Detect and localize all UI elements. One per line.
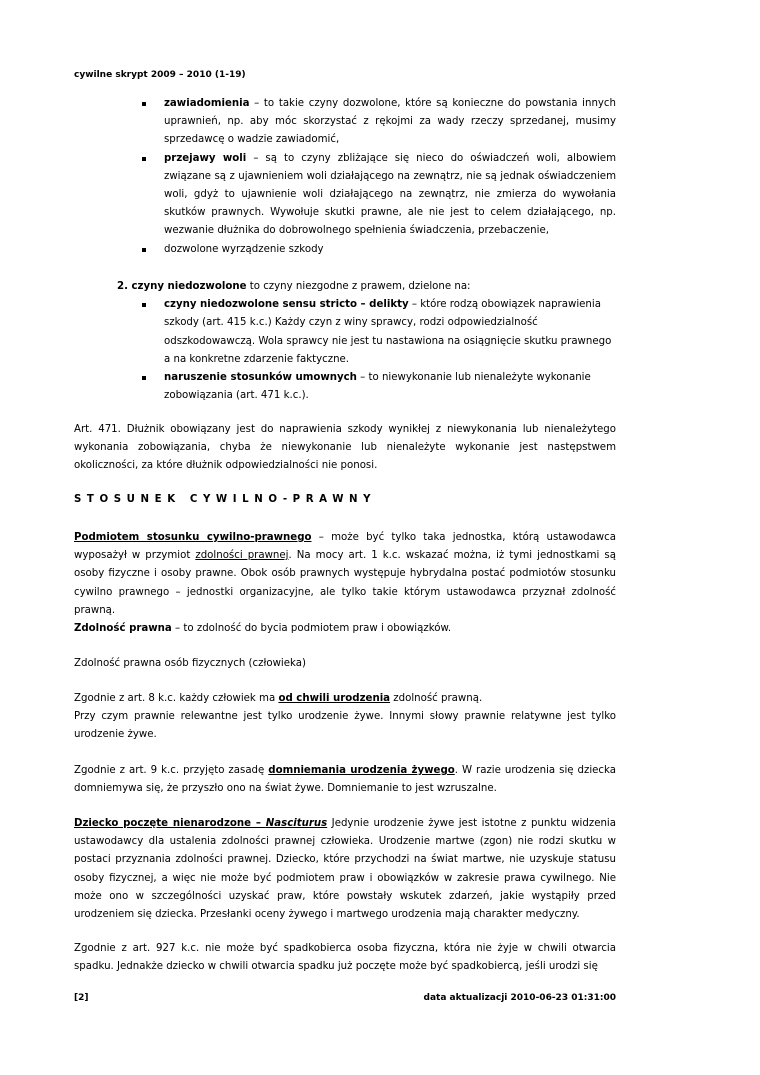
podmiot-text: – może być tylko taka jednostka, którą ustawodawca wyposażył w przymiot: [74, 532, 616, 562]
art-8-text: Zgodnie z art. 8 k.c. każdy człowiek ma: [74, 693, 279, 704]
list-item: [164, 296, 616, 369]
numbered-term: 2. czyny niedozwolone: [117, 281, 247, 292]
art-471-paragraph: Art. 471. Dłużnik obowiązany jest do naprawienia szkody wynikłej z niewykonania lub nienależytego wykonania zobowiązania, chyba że niewykonanie lub nienależyte wykonanie jest następstwem okoliczności, za które dłużnik odpowiedzialności nie ponosi.: [74, 424, 616, 472]
page-number: [2]: [74, 993, 89, 1003]
art-9-term: domniemania urodzenia żywego: [268, 765, 455, 776]
list-item-term: czyny niedozwolone sensu stricto – delikty: [164, 299, 409, 311]
list-item: [164, 241, 616, 259]
zdolnosc-text: – to zdolność do bycia podmiotem praw i obowiązków.: [171, 623, 452, 634]
list-item-text: – są to czyny zbliżające się nieco do oświadczeń woli, albowiem związane są z ujawnieniem woli działającego na zewnątrz, nie są jednak oświadczeniem woli, gdyż to ujawnienie woli działającego na zewnątrz, nie zmierza do wywołania skutków prawnych. Wywołuje skutki prawne, ale nie jest to celem działającego, np. wezwanie dłużnika do dobrowolnego spełnienia świadczenia, przebaczenie,: [164, 152, 616, 237]
list-item: [164, 95, 616, 150]
nasciturus-term: Dziecko poczęte nienarodzone –: [74, 818, 266, 829]
list-item: [164, 369, 616, 405]
list-1: [74, 95, 616, 259]
list-item-text: – które rodzą obowiązek naprawienia szkody (art. 415 k.c.) Każdy czyn z winy sprawcy, rodzi odpowiedzialność odszkodowawczą. Wola sprawcy nie jest tu nastawiona na osiągnięcie skutku prawnego a na konkretne zdarzenie faktyczne.: [164, 299, 612, 365]
art-927-paragraph: Zgodnie z art. 927 k.c. nie może być spadkobierca osoba fizyczna, która nie żyje w chwili otwarcia spadku. Jednakże dziecko w chwili otwarcia spadku już poczęte może być spadkobiercą, jeśli urodzi się: [74, 943, 616, 973]
art-8-text-2: zdolność prawną.: [390, 693, 483, 704]
art-8-line-2: Przy czym prawnie relewantne jest tylko urodzenie żywe. Innymi słowy prawnie relatywne jest tylko urodzenie żywe.: [74, 711, 616, 741]
section-title: STOSUNEK CYWILNO-PRAWNY: [74, 494, 377, 505]
art-8-term: od chwili urodzenia: [278, 693, 391, 704]
bullet-list: [117, 296, 616, 405]
list-item-term: zawiadomienia: [164, 98, 250, 109]
art-9-text: Zgodnie z art. 9 k.c. przyjęto zasadę: [74, 765, 269, 776]
list-item-text: dozwolone wyrządzenie szkody: [164, 243, 324, 255]
list-item: [164, 150, 616, 241]
nasciturus-text: Jedynie urodzenie żywe jest istotne z punktu widzenia ustawodawcy dla ustalenia zdolności prawnej człowieka. Urodzenie martwe (zgon) nie rodzi skutku w postaci przyznania zdolności prawnej. Dziecko, które przychodzi na świat martwe, nie uzyskuje statusu osoby fizycznej, a więc nie może być podmiotem praw i obowiązków w zakresie prawa cywilnego. Nie może ono w szczególności uzyskać praw, które powstały wskutek zdarzeń, jakie wystąpiły przed urodzeniem się dziecka. Przesłanki oceny żywego i martwego urodzenia mają charakter medyczny.: [74, 818, 616, 921]
bullet-list: [74, 95, 616, 259]
art-9-text-2: . W razie urodzenia się dziecka domniemywa się, że przyszło ono na świat żywe. Domniemanie to jest wzruszalne.: [74, 765, 616, 795]
nasciturus-paragraph: [74, 815, 616, 924]
nasciturus-term-italic: Nasciturus: [265, 818, 328, 829]
list-item-term: naruszenie stosunków umownych: [164, 372, 357, 384]
list-item-term: przejawy woli: [164, 152, 247, 164]
zdolnosc-term: Zdolność prawna: [74, 623, 172, 634]
numbered-heading: [117, 278, 616, 296]
podmiot-term: Podmiotem stosunku cywilno-prawnego: [74, 532, 312, 543]
update-date: data aktualizacji 2010-06-23 01:31:00: [423, 993, 616, 1003]
osob-fizycznych-paragraph: Zdolność prawna osób fizycznych (człowieka): [74, 658, 306, 669]
art-9-paragraph: [74, 762, 616, 798]
page-header-title: cywilne skrypt 2009 – 2010 (1-19): [74, 70, 246, 80]
zdolnosc-prawna-link[interactable]: zdolności prawnej: [195, 550, 289, 562]
podmiot-text-2: . Na mocy art. 1 k.c. wskazać można, iż tymi jednostkami są osoby fizyczne i osoby prawne. Obok osób prawnych występuje hybrydalna postać podmiotów stosunku cywilno prawnego – jednostki organizacyjne, ale tylko takie którym ustawodawca przyznał zdolność prawną.: [74, 550, 616, 616]
art-8-paragraph: [74, 690, 616, 745]
list-item-text: – to niewykonanie lub nienależyte wykonanie zobowiązania (art. 471 k.c.).: [164, 372, 591, 402]
numbered-text: to czyny niezgodne z prawem, dzielone na:: [246, 281, 471, 292]
podmiot-paragraph: [74, 529, 616, 620]
numbered-section: [117, 278, 616, 405]
zdolnosc-paragraph: [74, 620, 616, 638]
list-item-text: – to takie czyny dozwolone, które są konieczne do powstania innych uprawnień, np. aby móc skorzystać z rękojmi za wady rzeczy sprzedanej, musimy sprzedawcę o wadzie zawiadomić,: [164, 98, 616, 146]
